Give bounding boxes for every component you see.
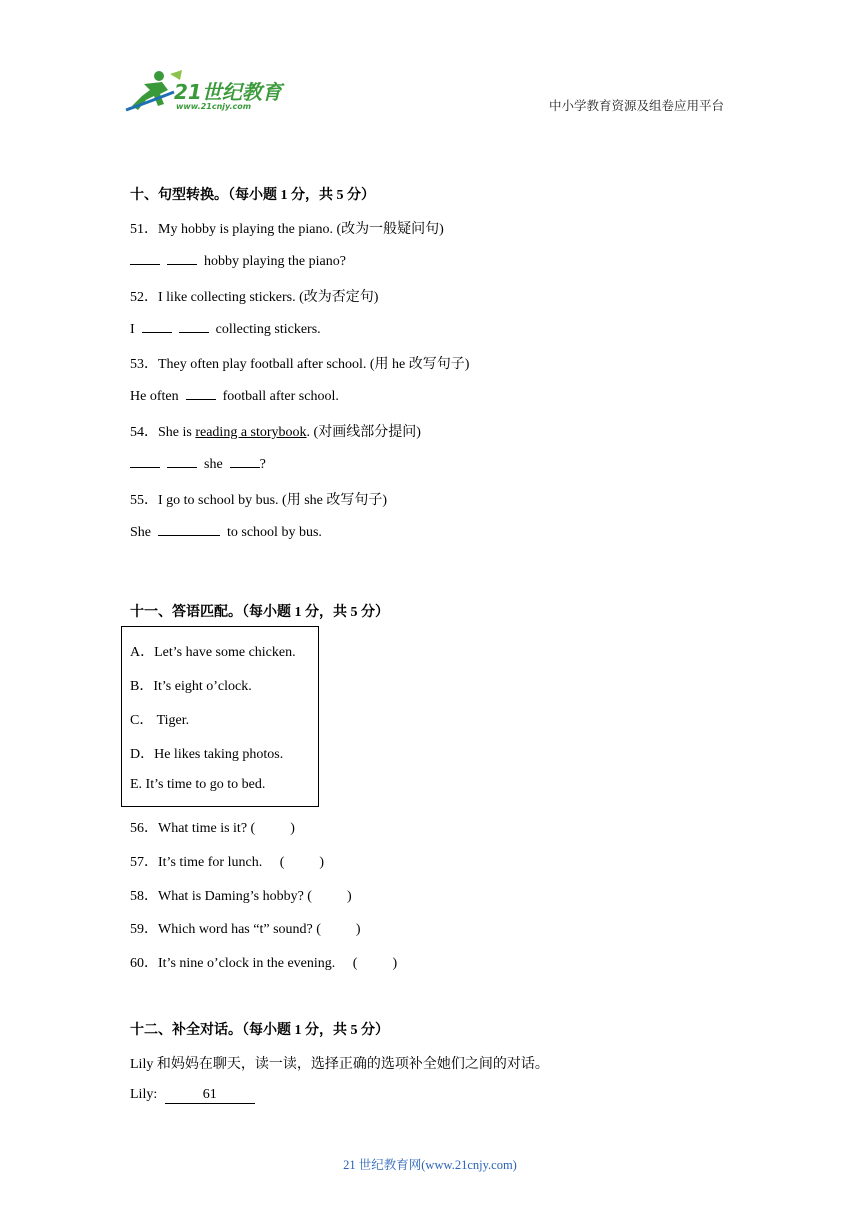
question-number: 60． [130, 956, 158, 971]
answer-52 [130, 320, 321, 338]
question-text: It’s nine o’clock in the evening. ( ) [158, 956, 398, 971]
option-b: B．It’s eight o’clock. [130, 679, 252, 694]
answer-text: He often [130, 389, 179, 404]
speaker-label: Lily: [130, 1087, 158, 1102]
answer-text: hobby playing the piano? [204, 254, 346, 269]
underlined-phrase: reading a storybook [195, 425, 307, 440]
question-58 [130, 885, 352, 905]
dialogue-line-61 [130, 1087, 255, 1104]
answer-text: football after school. [222, 389, 339, 404]
answer-blank[interactable] [167, 455, 197, 468]
option-d: D．He likes taking photos. [130, 747, 284, 762]
site-logo [124, 70, 294, 114]
answer-blank[interactable] [142, 320, 172, 333]
section-12-intro: Lily 和妈妈在聊天，读一读，选择正确的选项补全她们之间的对话。 [130, 1057, 549, 1072]
answer-55 [130, 523, 322, 541]
question-number: 52． [130, 290, 158, 305]
option-a: A．Let’s have some chicken. [130, 645, 296, 660]
question-56 [130, 817, 295, 837]
answer-51 [130, 252, 346, 270]
answer-blank[interactable] [158, 523, 220, 536]
question-number: 53． [130, 357, 158, 372]
answer-blank[interactable] [230, 455, 260, 468]
logo-url: www.21cnjy.com [176, 102, 252, 111]
answer-blank[interactable] [130, 252, 160, 265]
question-text: I like collecting stickers. (改为否定句) [158, 290, 379, 305]
answer-text: collecting stickers. [215, 322, 321, 337]
question-52 [130, 286, 378, 306]
answer-text: she [204, 457, 223, 472]
question-54 [130, 421, 421, 441]
question-text: What time is it? ( ) [158, 821, 295, 836]
question-number: 51． [130, 222, 158, 237]
answer-text: ? [259, 457, 266, 472]
question-text: I go to school by bus. (用 she 改写句子) [158, 493, 388, 508]
answer-53 [130, 387, 339, 405]
question-57 [130, 851, 324, 871]
answer-blank[interactable] [167, 252, 197, 265]
question-number: 55． [130, 493, 158, 508]
question-text: Which word has “t” sound? ( ) [158, 922, 361, 937]
section-11-title: 十一、答语匹配。（每小题 1 分，共 5 分） [130, 605, 389, 620]
answer-text: I [130, 322, 135, 337]
question-text: My hobby is playing the piano. (改为一般疑问句) [158, 222, 444, 237]
answer-blank[interactable] [179, 320, 209, 333]
option-e: E. It’s time to go to bed. [130, 777, 266, 792]
section-12-title: 十二、补全对话。（每小题 1 分，共 5 分） [130, 1023, 389, 1038]
question-number: 56． [130, 821, 158, 836]
question-59 [130, 918, 361, 938]
header-tagline: 中小学教育资源及组卷应用平台 [549, 98, 725, 113]
question-number: 57． [130, 855, 158, 870]
question-53 [130, 353, 469, 373]
question-number: 54． [130, 425, 158, 440]
option-c: C． Tiger. [130, 713, 190, 728]
answer-54 [130, 455, 266, 473]
answer-blank[interactable] [130, 455, 160, 468]
section-10-title: 十、句型转换。（每小题 1 分，共 5 分） [130, 188, 375, 203]
answer-blank-61[interactable]: 61 [165, 1087, 255, 1104]
page-footer: 21 世纪教育网(www.21cnjy.com) [343, 1158, 517, 1172]
answer-blank[interactable] [186, 387, 216, 400]
question-number: 58． [130, 889, 158, 904]
question-55 [130, 489, 387, 509]
answer-text: She [130, 525, 151, 540]
question-text: What is Daming’s hobby? ( ) [158, 889, 352, 904]
question-60 [130, 952, 397, 972]
logo-text: 21世纪教育 [174, 80, 282, 104]
question-number: 59． [130, 922, 158, 937]
answer-text: to school by bus. [227, 525, 322, 540]
question-text: They often play football after school. (用 he 改写句子) [158, 357, 470, 372]
question-text: It’s time for lunch. ( ) [158, 855, 325, 870]
question-text: She is [158, 425, 196, 440]
question-51 [130, 218, 444, 238]
question-text: . (对画线部分提问) [306, 425, 421, 440]
